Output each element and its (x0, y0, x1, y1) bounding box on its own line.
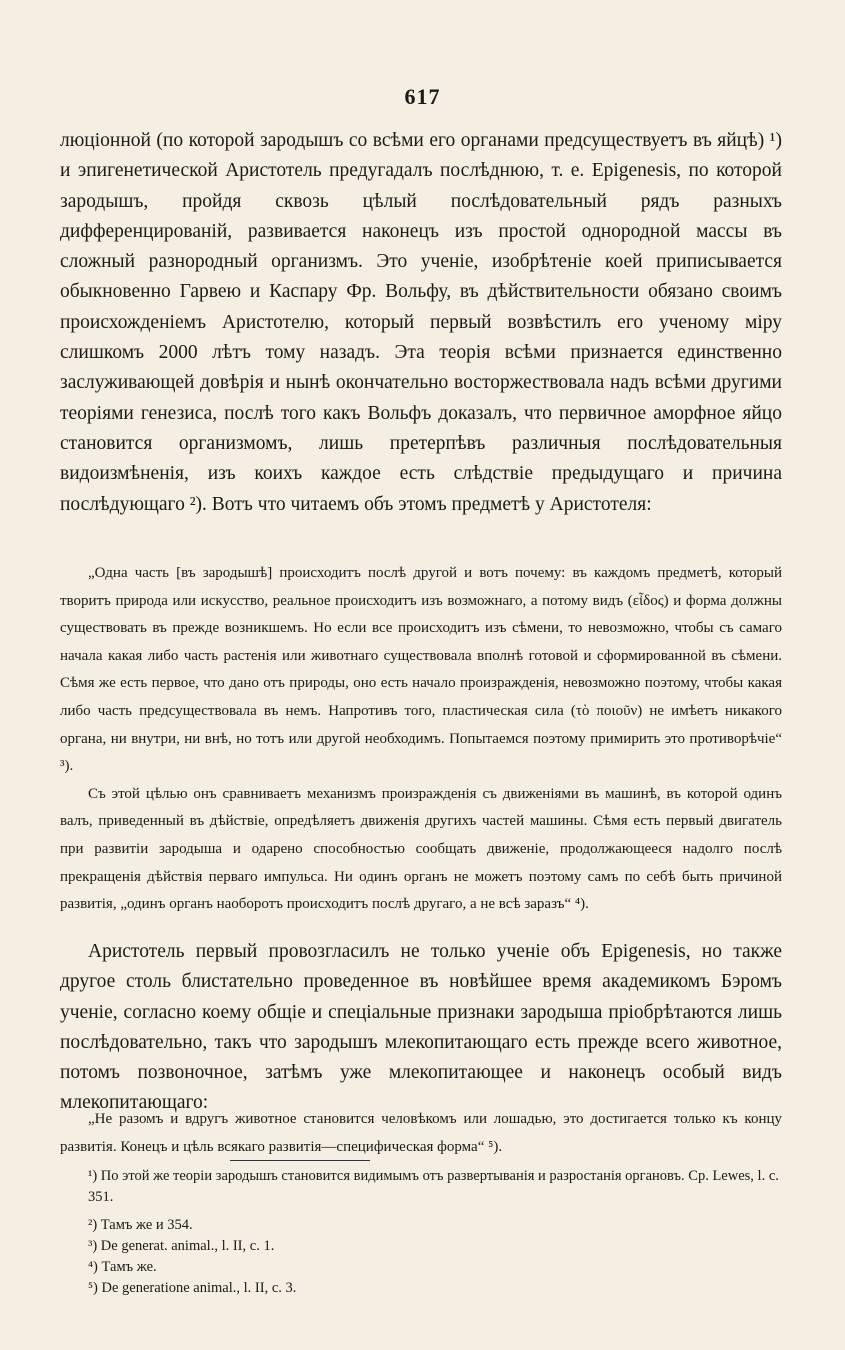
footnote-2: ²) Тамъ же и 354. (88, 1217, 193, 1233)
footnote-divider (230, 1160, 370, 1161)
footnote-5: ⁵) De generatione animal., l. II, c. 3. (88, 1280, 297, 1296)
aristotle-quote-block (60, 560, 782, 919)
quote-paragraph: „Одна часть [въ зародышѣ] происходитъ послѣ другой и вотъ почему: въ каждомъ предметѣ, который творитъ природа или искусство, реальное происходитъ изъ возможнаго, а потому видъ (εἶδος) и форма должны существовать въ прежде возникшемъ. Но если все происходитъ изъ сѣмени, то невозможно, чтобы съ самаго начала какая либо часть растенія или животнаго существовала вполнѣ готовой и сформированной въ сѣмени. Сѣмя же есть первое, что дано отъ природы, оно есть начало произражденія, невозможно поэтому, чтобы какая либо часть предсуществовала въ немъ. Напротивъ того, пластическая сила (τὸ ποιοῦν) не имѣетъ никакого органа, ни внутри, ни внѣ, но тотъ или другой необходимъ. Попытаемся поэтому примирить это противорѣчіе“ ³). (60, 565, 782, 775)
paragraph: люціонной (по которой зародышъ со всѣми его органами предсуществуетъ въ яйцѣ) ¹) и эпигенетической Аристотель предугадалъ послѣднюю, т. е. Epigenesis, по которой зародышъ, пройдя сквозь цѣлый послѣдовательный рядъ разныхъ дифференцированій, развивается наконецъ изъ простой однородной массы въ сложный разнородный организмъ. Это ученіе, изобрѣтеніе коей приписывается обыкновенно Гарвею и Каспару Фр. Вольфу, въ дѣйствительности обязано своимъ происхожденіемъ Аристотелю, который первый возвѣстилъ его ученому міру слишкомъ 2000 лѣтъ тому назадъ. Эта теорія всѣми признается единственно заслуживающей довѣрія и нынѣ окончательно восторжествовала надъ всѣми другими теоріями генезиса, послѣ того какъ Вольфъ доказалъ, что первичное аморфное яйцо становится организмомъ, лишь претерпѣвъ различныя послѣдовательныя видоизмѣненія, изъ коихъ каждое есть слѣдствіе предыдущаго и причина послѣдующаго ²). Вотъ что читаемъ объ этомъ предметѣ у Аристотеля: (60, 130, 782, 515)
footnote-1: ¹) По этой же теоріи зародышъ становится видимымъ отъ развертыванія и разростанія органовъ. Ср. Lewes, l. c. 351. (88, 1168, 779, 1205)
final-quote-block (60, 1106, 782, 1161)
page-number: 617 (404, 84, 441, 109)
main-text-block-2 (60, 937, 782, 1119)
quote-paragraph: „Не разомъ и вдругъ животное становится человѣкомъ или лошадью, это достигается только къ концу развитія. Конецъ и цѣль всякаго развитія—специфическая форма“ ⁵). (60, 1111, 782, 1155)
footnote-4: ⁴) Тамъ же. (88, 1259, 157, 1275)
paragraph: Аристотель первый провозгласилъ не только ученіе объ Epigenesis, но также другое столь блистательно проведенное въ новѣйшее время академикомъ Бэромъ ученіе, согласно коему общіе и спеціальные признаки зародыша пріобрѣтаются лишь послѣдовательно, такъ что зародышъ млекопитающаго есть прежде всего животное, потомъ позвоночное, затѣмъ уже млекопитающее и наконецъ особый видъ млекопитающаго: (60, 941, 782, 1114)
main-text-block-1 (60, 126, 782, 520)
quote-paragraph: Съ этой цѣлью онъ сравниваетъ механизмъ произражденія съ движеніями въ машинѣ, въ которой одинъ валъ, приведенный въ дѣйствіе, опредѣляетъ движенія другихъ частей машины. Сѣмя есть первый двигатель при развитіи зародыша и одарено способностью сообщать движеніе, продолжающееся надолго послѣ прекращенія дѣйствія перваго импульса. Ни одинъ органъ не можетъ поэтому самъ по себѣ быть причиной развитія, „одинъ органъ наоборотъ происходитъ послѣ другаго, а не всѣ заразъ“ ⁴). (60, 785, 782, 913)
footnote-3: ³) De generat. animal., l. II, c. 1. (88, 1238, 275, 1254)
footnotes (60, 1166, 782, 1299)
